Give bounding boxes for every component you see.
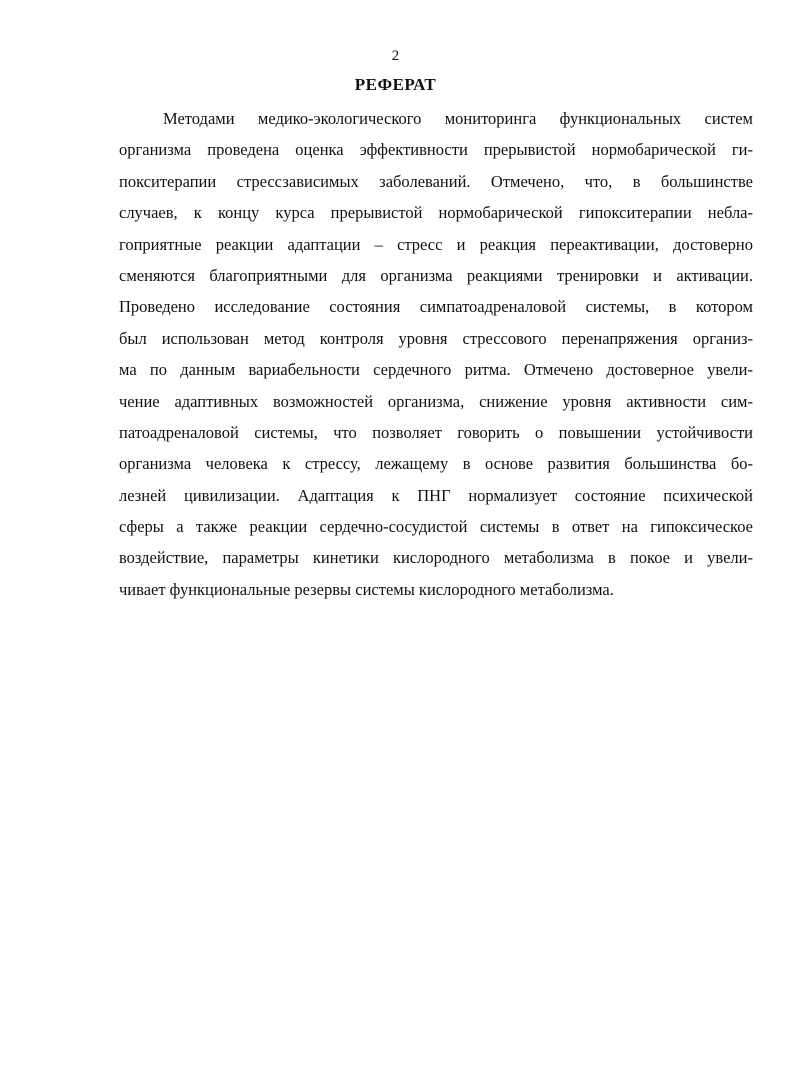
paragraph-line: сменяются благоприятными для организма реакциями тренировки и активации. — [119, 265, 753, 285]
paragraph-line: сферы а также реакции сердечно-сосудистой системы в ответ на гипоксическое — [119, 517, 753, 537]
page-title: РЕФЕРАТ — [354, 75, 437, 94]
abstract-paragraph — [119, 103, 753, 605]
page-number: 2 — [391, 48, 400, 64]
paragraph-line: организма проведена оценка эффективности прерывистой нормобарической ги- — [119, 140, 753, 160]
paragraph-line: чивает функциональные резервы системы кислородного метаболизма. — [119, 579, 614, 599]
paragraph-line: организма человека к стрессу, лежащему в основе развития большинства бо- — [119, 454, 753, 474]
paragraph-line: ма по данным вариабельности сердечного ритма. Отмечено достоверное увели- — [119, 360, 753, 380]
paragraph-line: был использован метод контроля уровня стрессового перенапряжения организ- — [119, 328, 753, 348]
paragraph-line: покситерапии стрессзависимых заболеваний. Отмечено, что, в большинстве — [119, 171, 753, 191]
paragraph-line: чение адаптивных возможностей организма, снижение уровня активности сим- — [119, 391, 753, 411]
paragraph-line: случаев, к концу курса прерывистой нормобарической гипокситерапии небла- — [119, 203, 753, 223]
paragraph-line: гоприятные реакции адаптации – стресс и реакция переактивации, достоверно — [119, 234, 753, 254]
paragraph-line: лезней цивилизации. Адаптация к ПНГ нормализует состояние психической — [119, 485, 753, 505]
paragraph-line: Методами медико-экологического мониторинга функциональных систем — [163, 109, 753, 128]
paragraph-line: воздействие, параметры кинетики кислородного метаболизма в покое и увели- — [119, 548, 753, 568]
paragraph-line: патоадреналовой системы, что позволяет говорить о повышении устойчивости — [119, 422, 753, 442]
paragraph-line: Проведено исследование состояния симпатоадреналовой системы, в котором — [119, 297, 753, 317]
